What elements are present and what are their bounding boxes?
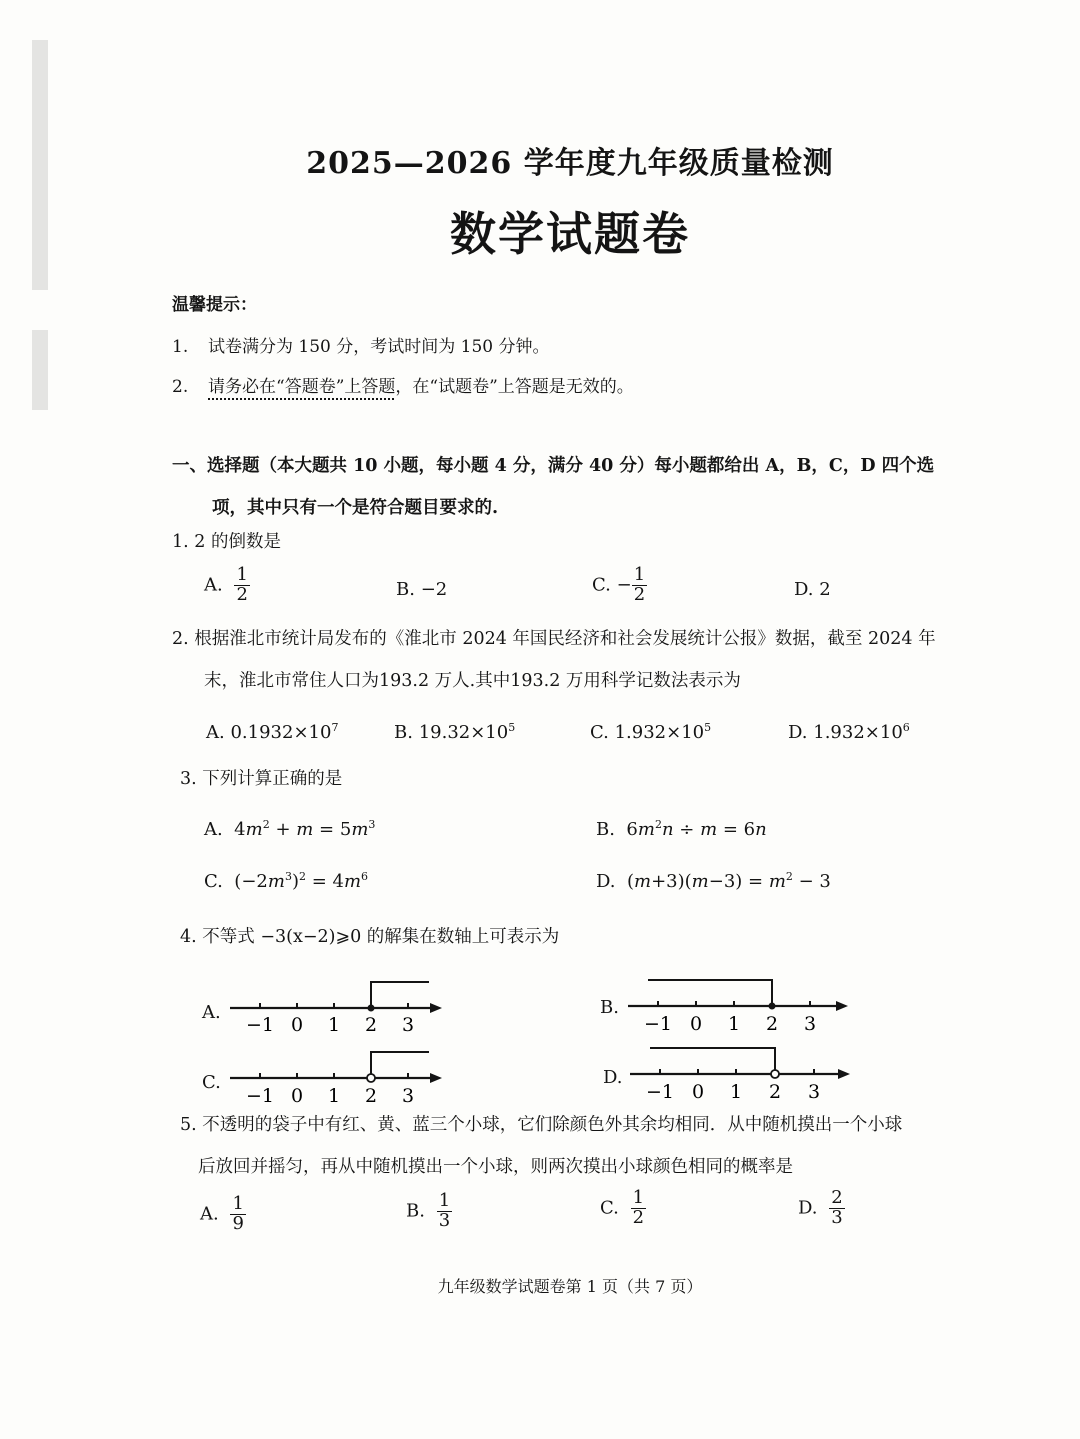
tips-heading: 温馨提示：: [172, 295, 257, 315]
fraction: $\frac{2}{3}$: [831, 1187, 843, 1228]
tick-label: 1: [327, 1014, 341, 1036]
tick-label: 3: [803, 1013, 817, 1035]
number-line-d: [628, 1040, 858, 1110]
tick-label: 3: [807, 1081, 821, 1103]
q5-option-d: D. $\frac{2}{3}$: [798, 1187, 843, 1228]
question-5-line2: 后放回并摇匀，再从中随机摸出一个小球，则两次摸出小球颜色相同的概率是: [198, 1157, 793, 1177]
axis-arrow: [836, 1001, 848, 1011]
tick-label: 1: [327, 1085, 341, 1107]
axis-arrow: [838, 1069, 850, 1079]
tick-label: 2: [364, 1014, 378, 1036]
emphasis-text: 请务必在“答题卷”上答题: [208, 377, 396, 397]
q2-option-c: C. $1.932\times 10^5$: [590, 721, 712, 743]
solution-ray: [371, 1052, 429, 1074]
q3-option-d: D. $(m+3)(m-3) = m^2 - 3$: [596, 870, 831, 892]
tick-label: 0: [290, 1085, 304, 1107]
fraction: $\frac{1}{2}$: [632, 1187, 645, 1228]
q4-option-a-label: A.: [202, 1002, 221, 1023]
q1-option-d: D. 2: [794, 579, 831, 600]
q1-option-c: C. − $\frac{1}{2}$: [592, 564, 646, 605]
q3-option-a: A. $4m^2 + m = 5m^3$: [204, 818, 376, 840]
q5-option-a: A. $\frac{1}{9}$: [200, 1193, 244, 1234]
tick-label: 3: [401, 1014, 415, 1036]
q1-option-b: B. −2: [396, 579, 448, 600]
exam-subtitle: 2025—2026 学年度九年级质量检测: [306, 146, 834, 181]
axis-arrow: [430, 1073, 442, 1083]
section-heading: 一、选择题（本大题共 10 小题，每小题 4 分，满分 40 分）每小题都给出 A，B，C，D 四个选 项，其中只有一个是符合题目要求的.: [172, 456, 935, 518]
q5-option-c: C. $\frac{1}{2}$: [600, 1187, 645, 1228]
q5-option-b: B. $\frac{1}{3}$: [406, 1190, 451, 1231]
q4-option-d-label: D.: [603, 1067, 623, 1088]
q2-option-d: D. $1.932\times 10^6$: [788, 721, 910, 743]
tick-label: 2: [364, 1085, 378, 1107]
question-3-stem: 3. 下列计算正确的是: [180, 769, 343, 789]
tick-label: 2: [765, 1013, 779, 1035]
question-1-stem: 1. 2 的倒数是: [172, 532, 281, 552]
solution-ray: [650, 1048, 775, 1070]
q2-option-b: B. $19.32\times 10^5$: [394, 721, 516, 743]
tick-label: 0: [290, 1014, 304, 1036]
fraction: $\frac{1}{2}$: [633, 564, 646, 605]
scan-edge-mark: [32, 330, 48, 410]
open-point: [367, 1074, 375, 1082]
tick-label: 0: [691, 1081, 705, 1103]
q4-option-c-label: C.: [202, 1072, 221, 1093]
q2-option-a: A. $0.1932\times 10^7$: [206, 721, 339, 743]
tip-item: 2. 请务必在“答题卷”上答题，在“试题卷”上答题是无效的。: [172, 377, 634, 397]
tick-label: −1: [245, 1085, 275, 1107]
closed-point: [368, 1005, 375, 1012]
number-line-a: [228, 974, 448, 1044]
q3-option-b: B. $6m^2n \div m = 6n$: [596, 818, 767, 840]
fraction: $\frac{1}{3}$: [438, 1190, 451, 1231]
solution-ray: [371, 982, 429, 1008]
axis-arrow: [430, 1003, 442, 1013]
tick-label: −1: [245, 1014, 275, 1036]
page-footer: 九年级数学试题卷第 1 页（共 7 页）: [437, 1277, 703, 1296]
q3-option-c: C. $(-2m^3)^2 = 4m^6$: [204, 870, 369, 892]
tick-label: 1: [727, 1013, 741, 1035]
tick-label: 2: [768, 1081, 782, 1103]
fraction: $\frac{1}{2}$: [236, 564, 248, 605]
tick-label: −1: [645, 1081, 675, 1103]
number-line-b: [626, 972, 856, 1042]
q4-option-b-label: B.: [600, 997, 619, 1018]
question-2-line2: 末，淮北市常住人口为193.2 万人.其中193.2 万用科学记数法表示为: [204, 671, 741, 691]
exam-title: 数学试题卷: [450, 207, 690, 261]
closed-point: [769, 1003, 776, 1010]
fraction: $\frac{1}{9}$: [232, 1193, 244, 1234]
tick-label: 3: [401, 1085, 415, 1107]
tick-label: 0: [689, 1013, 703, 1035]
q1-option-a: A. $\frac{1}{2}$: [204, 564, 248, 605]
solution-ray: [648, 980, 772, 1006]
question-4-stem: 4. 不等式 −3(x−2)⩾0 的解集在数轴上可表示为: [180, 927, 560, 947]
tip-item: 1. 试卷满分为 150 分，考试时间为 150 分钟。: [172, 337, 550, 357]
question-2-line1: 2. 根据淮北市统计局发布的《淮北市 2024 年国民经济和社会发展统计公报》数据，截至 2024 年: [172, 629, 936, 649]
question-5-line1: 5. 不透明的袋子中有红、黄、蓝三个小球，它们除颜色外其余均相同．从中随机摸出一个小球: [180, 1115, 903, 1135]
tick-label: −1: [643, 1013, 673, 1035]
open-point: [771, 1070, 779, 1078]
tick-label: 1: [729, 1081, 743, 1103]
